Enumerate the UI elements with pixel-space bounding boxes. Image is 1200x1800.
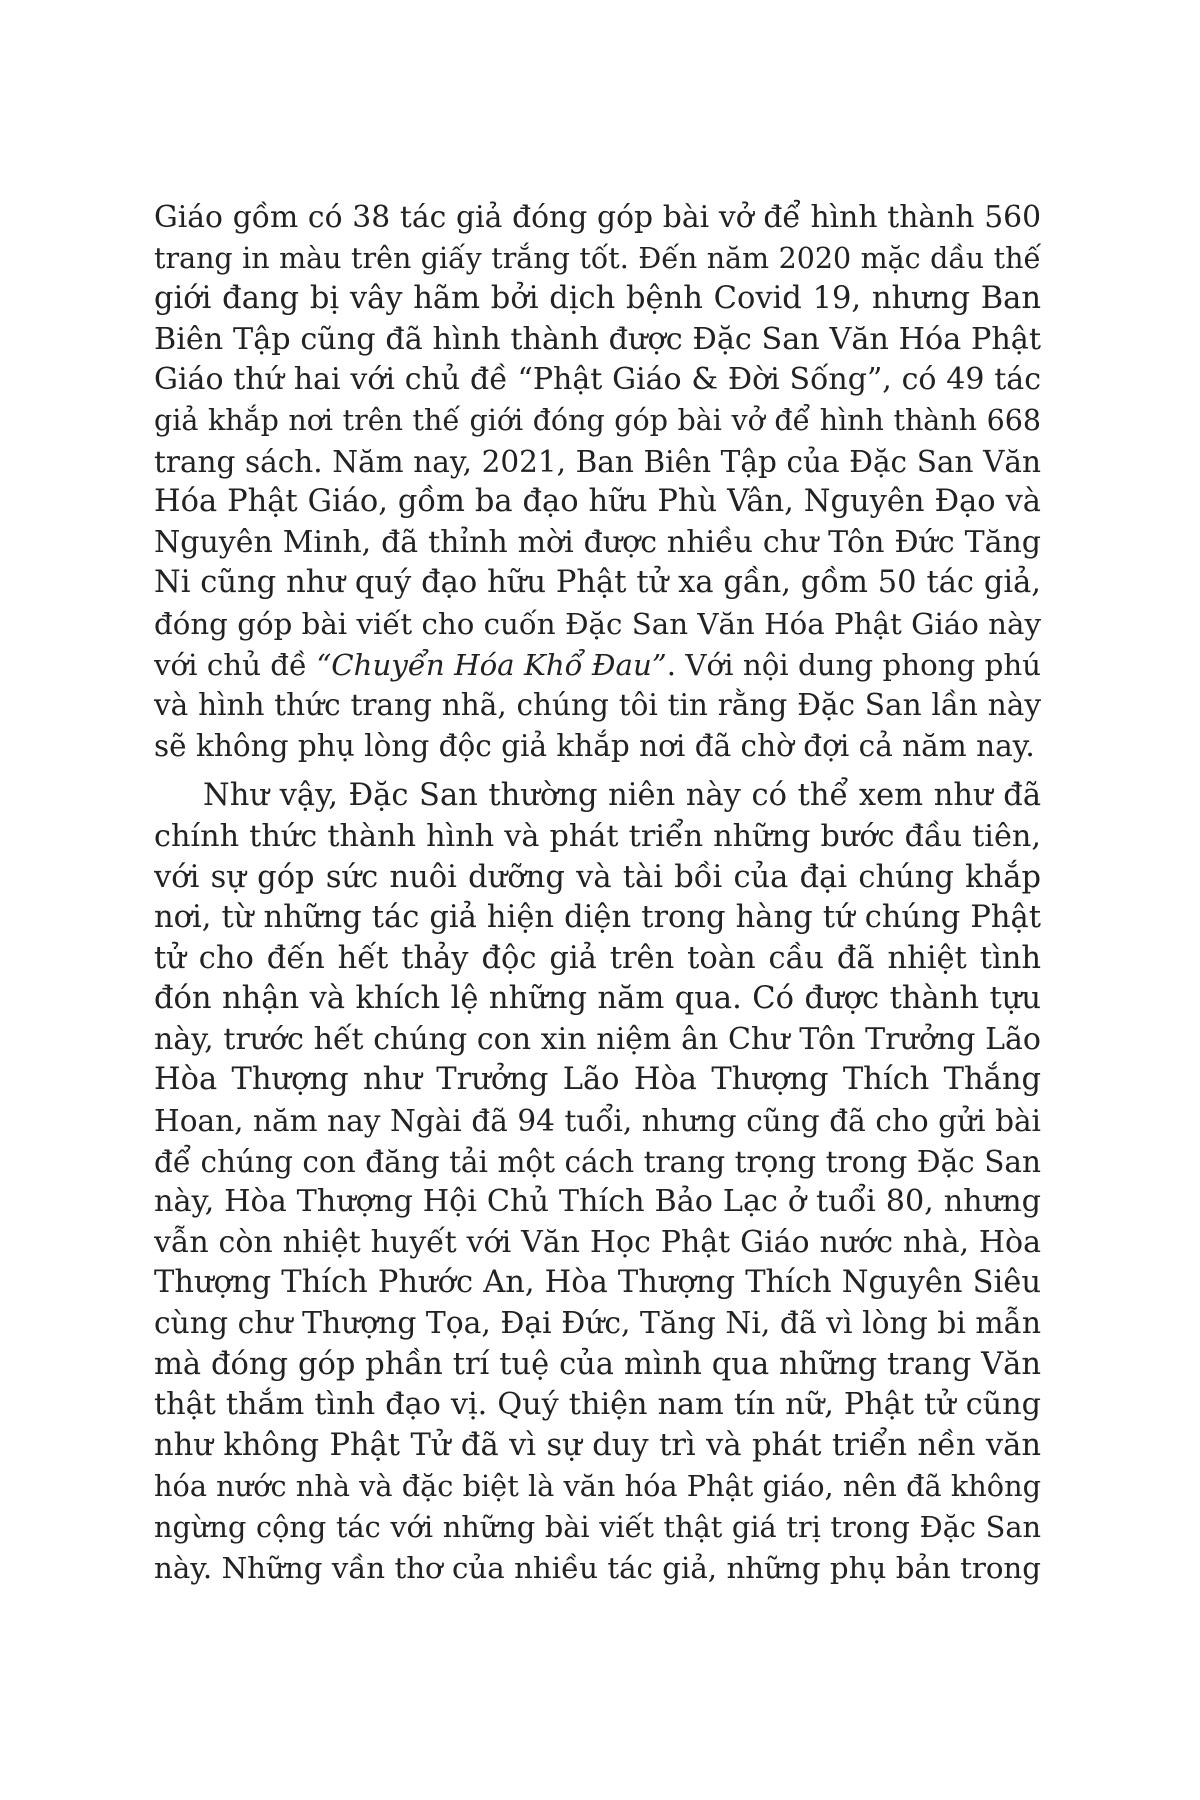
text-line: này, Hòa Thượng Hội Chủ Thích Bảo Lạc ở tuổi 80, nhưng	[154, 1184, 1041, 1220]
text-line: hóa nước nhà và đặc biệt là văn hóa Phật giáo, nên đã không	[154, 1469, 1041, 1504]
text-line: Hoan, năm nay Ngài đã 94 tuổi, nhưng cũng đã cho gửi bài	[154, 1104, 1041, 1139]
text-line: Thượng Thích Phước An, Hòa Thượng Thích Nguyên Siêu	[154, 1265, 1041, 1301]
text-line: trang sách. Năm nay, 2021, Ban Biên Tập của Đặc San Văn	[154, 444, 1041, 479]
text-line: và hình thức trang nhã, chúng tôi tin rằng Đặc San lần này	[154, 688, 1041, 723]
text-line: giới đang bị vây hãm bởi dịch bệnh Covid 19, nhưng Ban	[154, 281, 1041, 317]
body-text	[154, 198, 1041, 1588]
text-line: Như vậy, Đặc San thường niên này có thể xem như đã	[203, 778, 1041, 814]
text-segment: với chủ đề	[154, 647, 317, 682]
text-line: vẫn còn nhiệt huyết với Văn Học Phật Giáo nước nhà, Hòa	[154, 1224, 1041, 1260]
text-line: ngừng cộng tác với những bài viết thật giá trị trong Đặc San	[154, 1510, 1041, 1544]
text-line: nơi, từ những tác giả hiện diện trong hàng tứ chúng Phật	[154, 900, 1041, 936]
text-line: Biên Tập cũng đã hình thành được Đặc San Văn Hóa Phật	[154, 321, 1041, 357]
italic-theme-title: “Chuyển Hóa Khổ Đau”	[316, 647, 667, 682]
text-line: Hóa Phật Giáo, gồm ba đạo hữu Phù Vân, Nguyên Đạo và	[154, 484, 1041, 520]
text-line: như không Phật Tử đã vì sự duy trì và phát triển nền văn	[154, 1427, 1041, 1463]
paragraph-2	[154, 776, 1041, 1588]
text-line: sẽ không phụ lòng độc giả khắp nơi đã chờ đợi cả năm nay.	[154, 728, 1035, 763]
text-line: giả khắp nơi trên thế giới đóng góp bài vở để hình thành 668	[154, 403, 1041, 437]
text-line: này. Những vần thơ của nhiều tác giả, những phụ bản trong	[154, 1550, 1041, 1585]
text-line: để chúng con đăng tải một cách trang trọng trong Đặc San	[154, 1144, 1041, 1179]
text-line: đóng góp bài viết cho cuốn Đặc San Văn Hóa Phật Giáo này	[154, 606, 1041, 641]
text-segment: . Với nội dung phong phú	[666, 647, 1041, 682]
text-line: đón nhận và khích lệ những năm qua. Có được thành tựu	[154, 981, 1041, 1017]
text-line: chính thức thành hình và phát triển những bước đầu tiên,	[154, 818, 1041, 854]
text-line: mà đóng góp phần trí tuệ của mình qua những trang Văn	[154, 1346, 1041, 1382]
text-line: tử cho đến hết thảy độc giả trên toàn cầu đã nhiệt tình	[154, 940, 1041, 976]
text-line: cùng chư Thượng Tọa, Đại Đức, Tăng Ni, đã vì lòng bi mẫn	[154, 1306, 1041, 1342]
text-line: trang in màu trên giấy trắng tốt. Đến năm 2020 mặc dầu thế	[154, 241, 1041, 275]
text-line: thật thắm tình đạo vị. Quý thiện nam tín nữ, Phật tử cũng	[154, 1387, 1041, 1423]
text-line: Ni cũng như quý đạo hữu Phật tử xa gần, gồm 50 tác giả,	[154, 565, 1041, 601]
text-line: Nguyên Minh, đã thỉnh mời được nhiều chư Tôn Đức Tăng	[154, 524, 1041, 560]
text-line: Hòa Thượng như Trưởng Lão Hòa Thượng Thích Thắng	[154, 1062, 1041, 1098]
text-line: với sự góp sức nuôi dưỡng và tài bồi của đại chúng khắp	[154, 859, 1041, 895]
text-line-with-italic	[154, 645, 1041, 686]
paragraph-spacer	[154, 766, 1041, 776]
paragraph-1	[154, 198, 1041, 766]
text-line: Giáo thứ hai với chủ đề “Phật Giáo & Đời Sống”, có 49 tác	[154, 362, 1041, 398]
text-line: này, trước hết chúng con xin niệm ân Chư Tôn Trưởng Lão	[154, 1021, 1041, 1057]
text-line: Giáo gồm có 38 tác giả đóng góp bài vở để hình thành 560	[154, 200, 1041, 235]
